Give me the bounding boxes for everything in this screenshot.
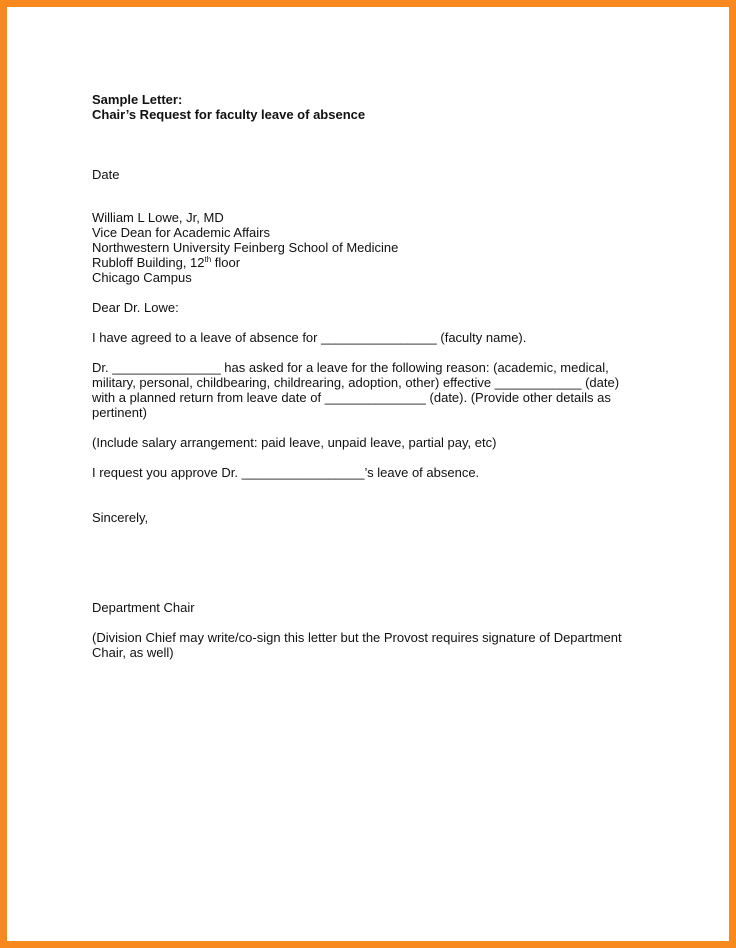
recipient-school: Northwestern University Feinberg School of Medicine (92, 240, 399, 255)
reason-line-1: Dr. _______________ has asked for a leave for the following reason: (academic, medical, (92, 360, 609, 375)
signer-title: Department Chair (92, 600, 195, 615)
paragraph-request: I request you approve Dr. _________________’s leave of absence. (92, 465, 480, 480)
date-label: Date (92, 167, 120, 182)
letter-document (92, 92, 672, 660)
note-line-1: (Division Chief may write/co-sign this letter but the Provost requires signature of Department (92, 630, 622, 645)
building-ordinal-sup: th (204, 255, 212, 264)
reason-line-3: with a planned return from leave date of ______________ (date). (Provide other details as (92, 390, 611, 405)
letter-heading-line1: Sample Letter: (92, 92, 183, 107)
letter-heading-line2: Chair’s Request for faculty leave of absence (92, 107, 366, 122)
paragraph-leave-reason (92, 360, 672, 420)
recipient-building (92, 255, 672, 270)
recipient-name: William L Lowe, Jr, MD (92, 210, 224, 225)
reason-line-2: military, personal, childbearing, childrearing, adoption, other) effective ____________ (date) (92, 375, 620, 390)
recipient-title: Vice Dean for Academic Affairs (92, 225, 271, 240)
closing: Sincerely, (92, 510, 149, 525)
recipient-address (92, 210, 672, 285)
building-prefix: Rubloff Building, 12 (92, 255, 205, 270)
note-line-2: Chair, as well) (92, 645, 174, 660)
salutation: Dear Dr. Lowe: (92, 300, 179, 315)
reason-line-4: pertinent) (92, 405, 147, 420)
recipient-campus: Chicago Campus (92, 270, 192, 285)
paragraph-salary: (Include salary arrangement: paid leave, unpaid leave, partial pay, etc) (92, 435, 497, 450)
building-suffix: floor (211, 255, 241, 270)
paragraph-faculty-name: I have agreed to a leave of absence for ________________ (faculty name). (92, 330, 527, 345)
paragraph-note (92, 630, 672, 660)
